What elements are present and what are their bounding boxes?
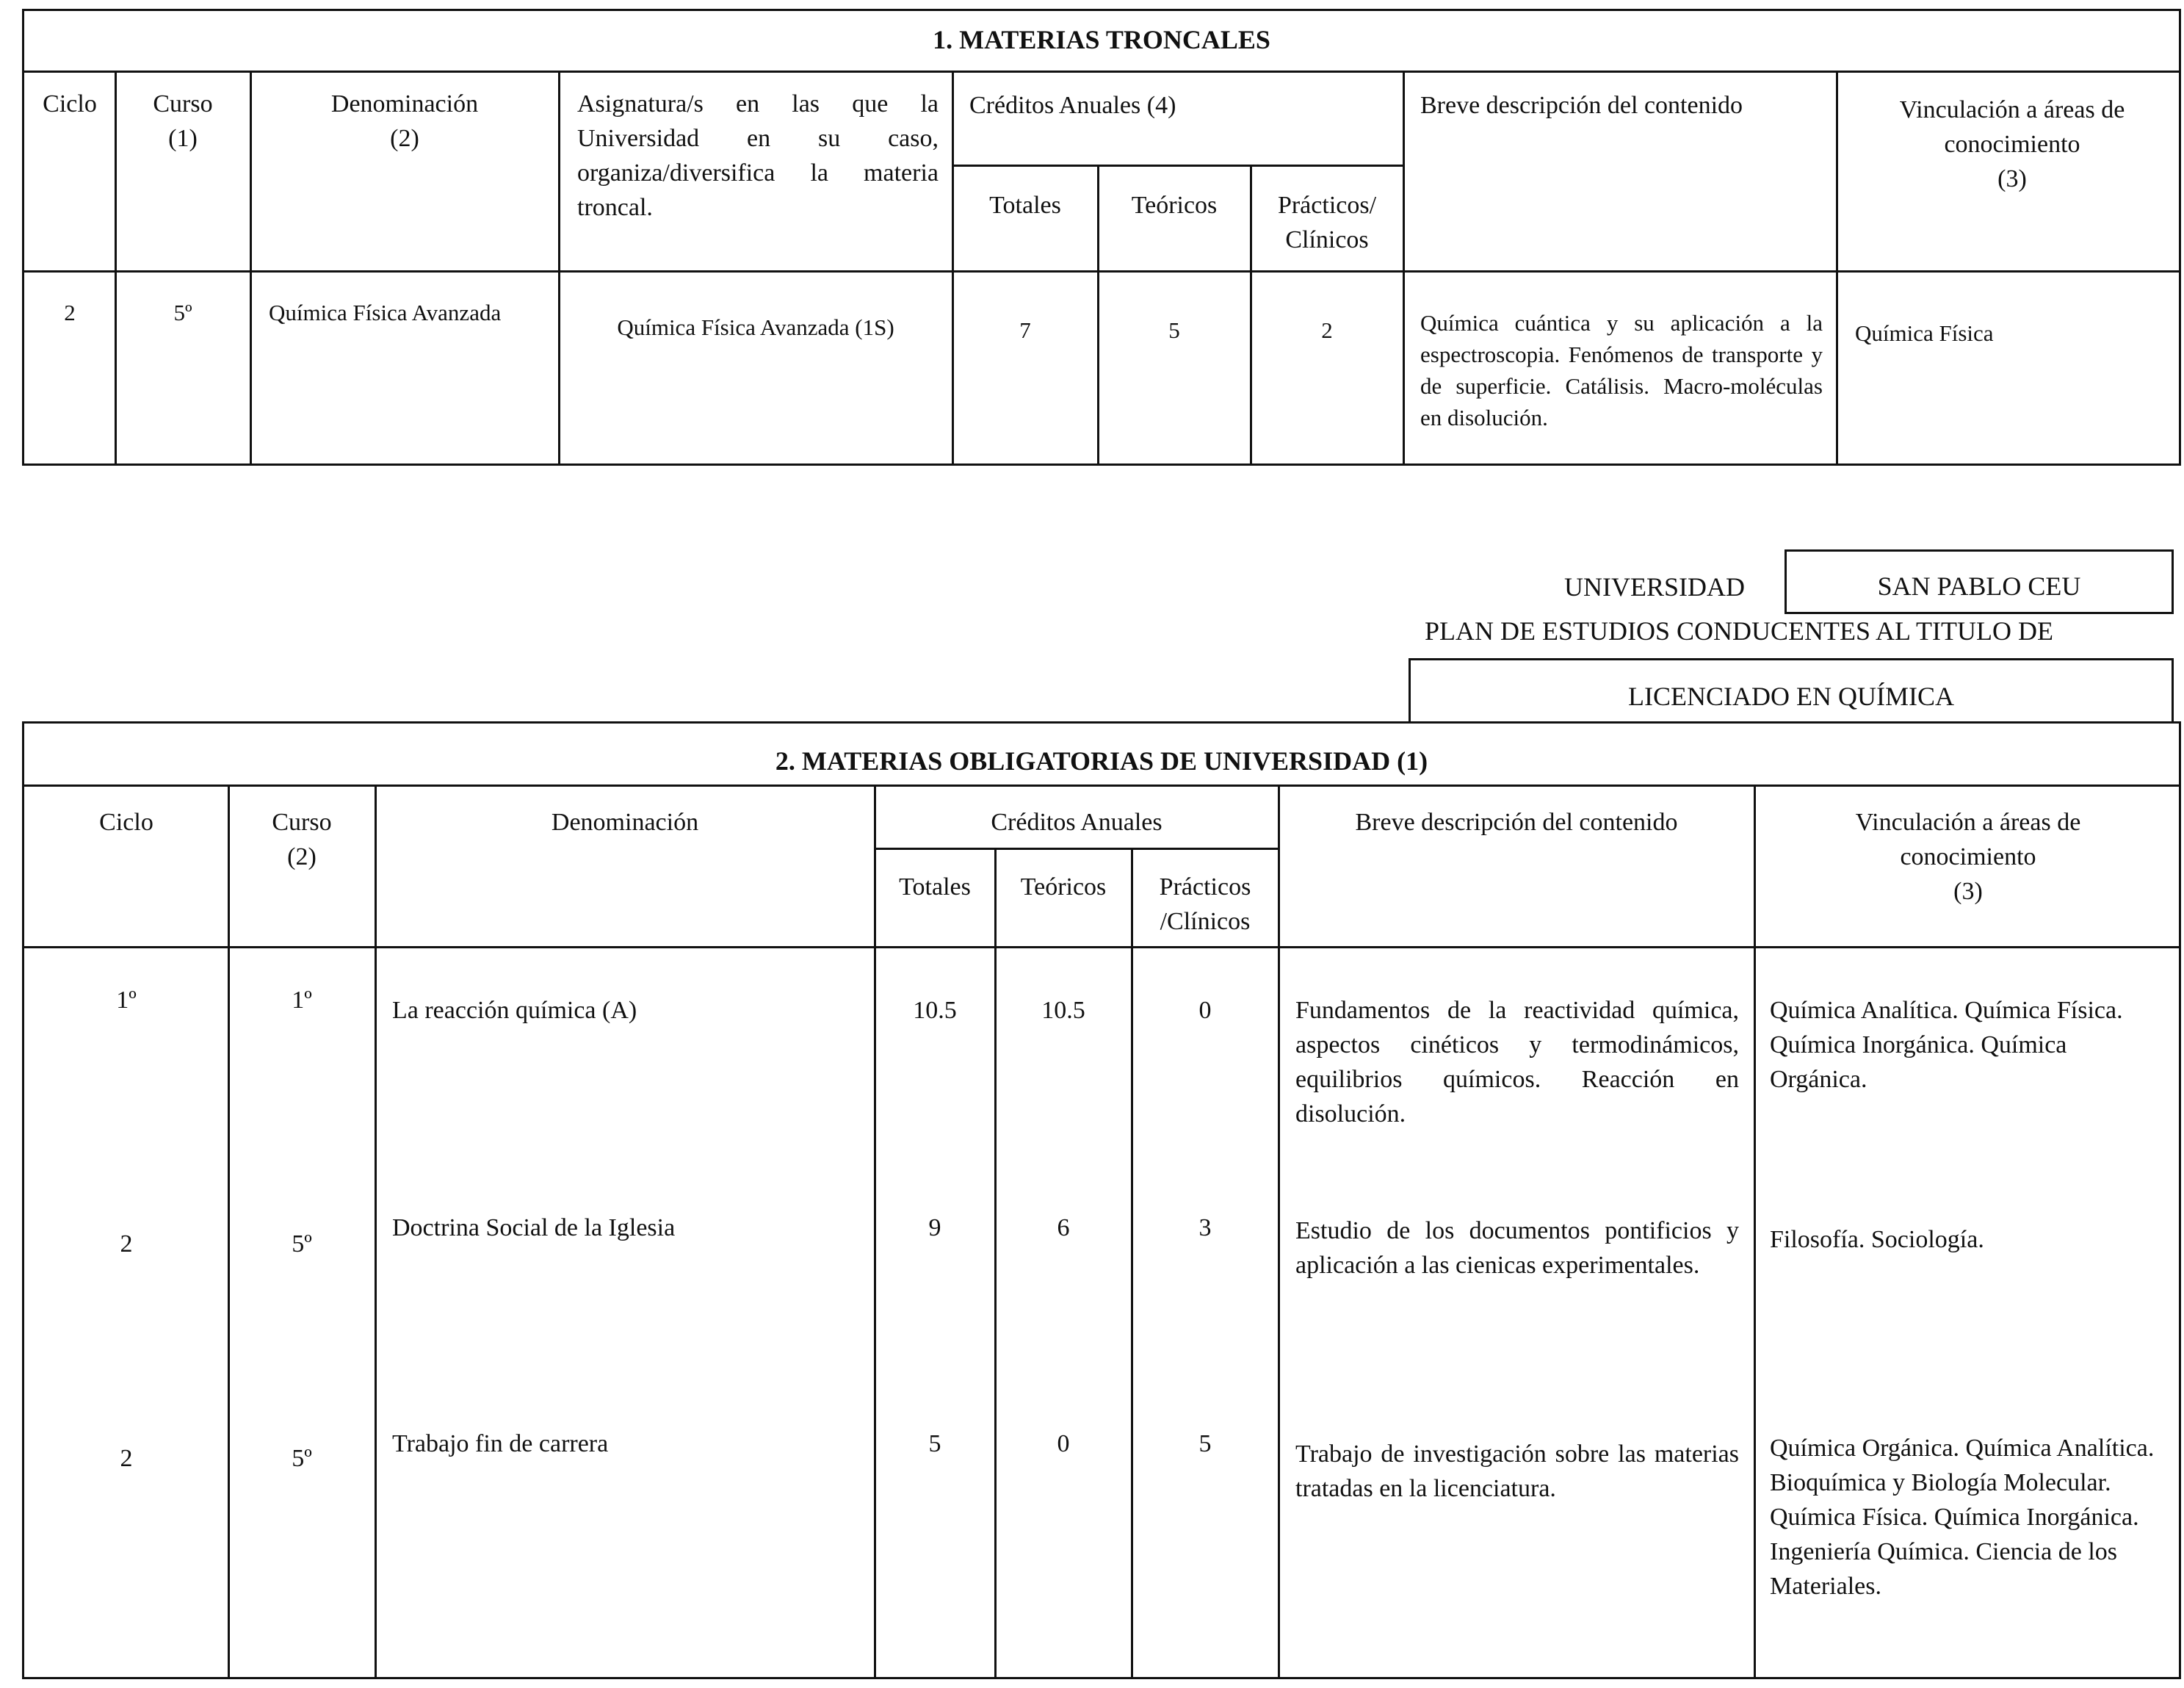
- obligatorias-row2-denominacion: Doctrina Social de la Iglesia: [392, 1214, 676, 1241]
- universidad-box: [1785, 549, 2174, 614]
- obligatorias-header-curso: Curso (2): [272, 809, 332, 870]
- titulo-box: [1409, 658, 2174, 723]
- obligatorias-row1-teoricos: 10.5: [1041, 997, 1085, 1024]
- obligatorias-row1-denominacion: La reacción química (A): [392, 997, 637, 1024]
- obligatorias-header-denominacion: Denominación: [551, 809, 699, 836]
- troncales-header-denominacion: Denominación (2): [330, 90, 479, 152]
- obligatorias-row2-descripcion: Estudio de los documentos pontificios y aplicación a las cienicas experimentales.: [1295, 1217, 1739, 1279]
- troncales-header-ciclo: Ciclo: [43, 90, 97, 118]
- troncales-row-teoricos: 5: [1168, 317, 1180, 343]
- troncales-row-curso: 5º: [173, 300, 192, 325]
- troncales-col-sep: [1097, 165, 1099, 466]
- troncales-header-curso: Curso (1): [153, 90, 213, 152]
- obligatorias-col-sep: [1131, 848, 1133, 1679]
- obligatorias-col-sep: [1278, 785, 1280, 1679]
- troncales-row-denominacion: Química Física Avanzada: [269, 300, 502, 325]
- obligatorias-row2-curso: 5º: [292, 1230, 312, 1258]
- obligatorias-row3-ciclo: 2: [120, 1445, 133, 1472]
- troncales-col-sep: [1250, 165, 1252, 466]
- universidad-value: SAN PABLO CEU: [1877, 571, 2081, 601]
- obligatorias-col-sep: [375, 785, 377, 1679]
- troncales-col-sep: [1836, 71, 1838, 466]
- obligatorias-row2-totales: 9: [928, 1214, 941, 1241]
- obligatorias-row3-teoricos: 0: [1057, 1430, 1070, 1457]
- obligatorias-row1-curso: 1º: [292, 987, 312, 1014]
- obligatorias-header-ciclo: Ciclo: [99, 809, 153, 836]
- obligatorias-row3-practicos: 5: [1198, 1430, 1212, 1457]
- troncales-header-totales: Totales: [989, 192, 1061, 219]
- troncales-header-practicos: Prácticos/ Clínicos: [1277, 192, 1377, 253]
- obligatorias-col-sep: [994, 848, 997, 1679]
- obligatorias-col-sep: [1754, 785, 1756, 1679]
- troncales-col-sep: [115, 71, 117, 466]
- obligatorias-col-sep: [874, 785, 876, 1679]
- troncales-header-asignatura: Asignatura/s en las que la Universidad en su caso, organiza/diversifica la materia troncal.: [577, 90, 939, 221]
- obligatorias-header-divider: [22, 946, 2181, 948]
- obligatorias-row2-practicos: 3: [1198, 1214, 1212, 1241]
- obligatorias-row2-teoricos: 6: [1057, 1214, 1070, 1241]
- troncales-row-vinculacion: Química Física: [1855, 320, 1994, 346]
- obligatorias-row1-totales: 10.5: [913, 997, 957, 1024]
- universidad-label: UNIVERSIDAD: [1564, 572, 1745, 602]
- obligatorias-header-vinculacion: Vinculación a áreas de conocimiento (3): [1855, 809, 2081, 905]
- troncales-row-descripcion: Química cuántica y su aplicación a la espectroscopia. Fenómenos de transporte y de superficie. Catálisis. Macro-moléculas en disolución.: [1420, 310, 1823, 430]
- troncales-header-descripcion: Breve descripción del contenido: [1420, 92, 1743, 119]
- troncales-header-divider: [22, 270, 2181, 273]
- obligatorias-title: 2. MATERIAS OBLIGATORIAS DE UNIVERSIDAD (1): [775, 746, 1428, 776]
- titulo-value: LICENCIADO EN QUÍMICA: [1628, 682, 1954, 711]
- obligatorias-row1-ciclo: 1º: [116, 987, 137, 1014]
- obligatorias-creditos-divider: [874, 848, 1278, 850]
- obligatorias-row3-descripcion: Trabajo de investigación sobre las materias tratadas en la licenciatura.: [1295, 1440, 1739, 1502]
- troncales-header-creditos: Créditos Anuales (4): [969, 92, 1176, 119]
- troncales-col-sep: [250, 71, 252, 466]
- troncales-row-asignatura: Química Física Avanzada (1S): [617, 314, 894, 340]
- obligatorias-row3-curso: 5º: [292, 1445, 312, 1472]
- troncales-row-totales: 7: [1019, 317, 1031, 343]
- troncales-col-sep: [1403, 71, 1405, 466]
- obligatorias-title-divider: [22, 785, 2181, 787]
- obligatorias-row1-descripcion: Fundamentos de la reactividad química, aspectos cinéticos y termodinámicos, equilibrios químicos. Reacción en disolución.: [1295, 997, 1739, 1128]
- obligatorias-header-descripcion: Breve descripción del contenido: [1355, 809, 1678, 836]
- obligatorias-header-totales: Totales: [899, 873, 971, 901]
- troncales-col-sep: [558, 71, 560, 466]
- obligatorias-row1-practicos: 0: [1198, 997, 1212, 1024]
- troncales-header-vinculacion: Vinculación a áreas de conocimiento (3): [1899, 96, 2125, 192]
- obligatorias-row2-vinculacion: Filosofía. Sociología.: [1770, 1226, 1984, 1253]
- obligatorias-header-creditos: Créditos Anuales: [991, 809, 1162, 836]
- troncales-header-teoricos: Teóricos: [1131, 192, 1218, 219]
- troncales-title-divider: [22, 71, 2181, 73]
- obligatorias-row3-totales: 5: [928, 1430, 941, 1457]
- troncales-col-sep: [952, 71, 954, 466]
- obligatorias-header-practicos: Prácticos /Clínicos: [1159, 873, 1251, 935]
- obligatorias-row1-vinculacion: Química Analítica. Química Física. Química Inorgánica. Química Orgánica.: [1770, 997, 2123, 1093]
- obligatorias-row3-vinculacion: Química Orgánica. Química Analítica. Bioquímica y Biología Molecular. Química Física. Química Inorgánica. Ingeniería Química. Ciencia de los Materiales.: [1770, 1435, 2155, 1600]
- troncales-table: [22, 9, 2181, 466]
- troncales-row-practicos: 2: [1321, 317, 1333, 343]
- troncales-row-ciclo: 2: [64, 300, 76, 325]
- troncales-creditos-divider: [952, 165, 1403, 167]
- obligatorias-col-sep: [228, 785, 230, 1679]
- obligatorias-row3-denominacion: Trabajo fin de carrera: [392, 1430, 609, 1457]
- obligatorias-header-teoricos: Teóricos: [1020, 873, 1107, 901]
- obligatorias-row2-ciclo: 2: [120, 1230, 133, 1258]
- troncales-title: 1. MATERIAS TRONCALES: [933, 25, 1270, 54]
- plan-label: PLAN DE ESTUDIOS CONDUCENTES AL TITULO DE: [1425, 616, 2053, 646]
